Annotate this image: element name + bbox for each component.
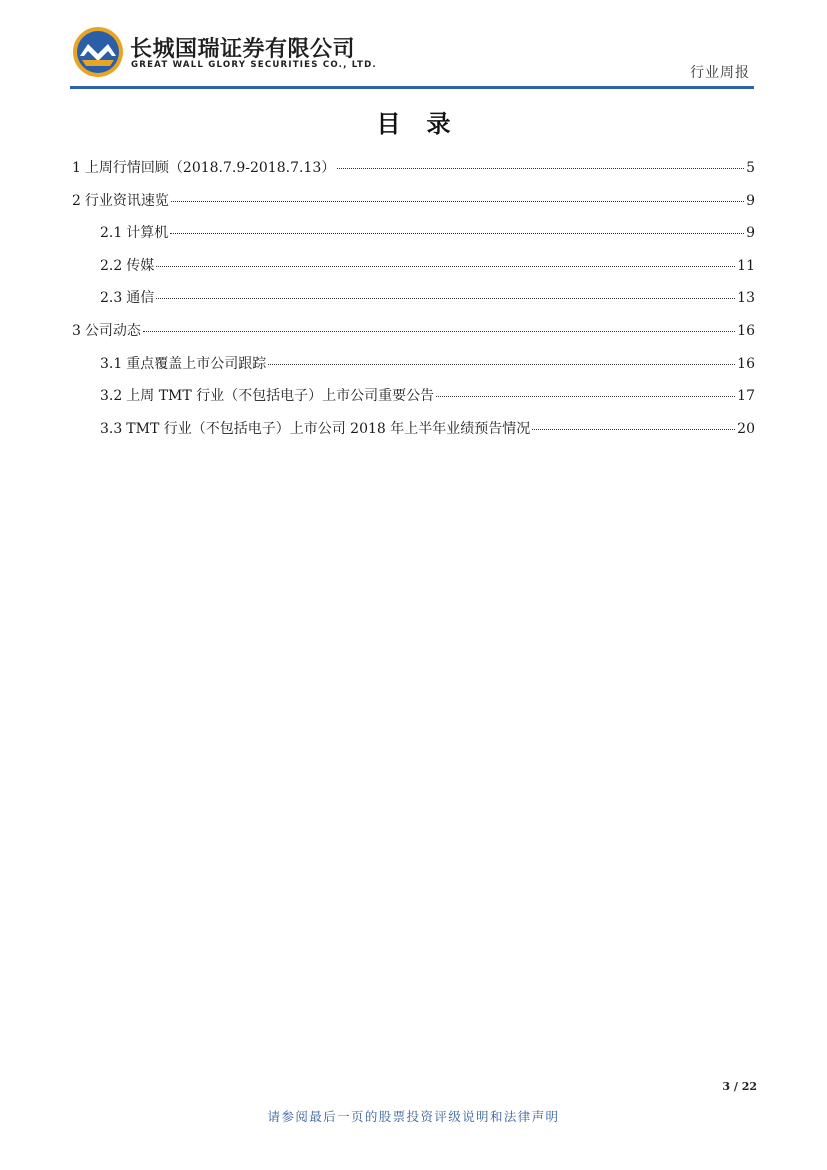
company-name-cn: 长城国瑞证券有限公司 [130, 37, 356, 62]
toc-entry-title: 公司动态 [84, 322, 141, 339]
toc-entry[interactable] [72, 320, 755, 353]
toc-entry-number: 3.3 [100, 420, 123, 437]
toc-dot-leader [143, 331, 735, 332]
toc-entry[interactable] [72, 157, 755, 190]
footer-disclaimer: 请参阅最后一页的股票投资评级说明和法律声明 [267, 1109, 560, 1124]
toc-entry-number: 1 [72, 160, 81, 176]
toc-entry-number: 2.2 [100, 257, 123, 274]
toc-entry[interactable] [72, 418, 755, 451]
toc-entry-title: 通信 [126, 290, 155, 307]
toc-entry[interactable] [72, 385, 755, 418]
toc-entry[interactable] [72, 287, 755, 320]
toc-dot-leader [532, 429, 735, 430]
toc-entry[interactable] [72, 353, 755, 386]
page-header [72, 26, 754, 90]
toc-entry[interactable] [72, 222, 755, 255]
toc-entry-number: 3 [72, 322, 81, 339]
toc-dot-leader [436, 396, 735, 397]
toc-entry-title: 重点覆盖上市公司跟踪 [126, 355, 267, 372]
toc-dot-leader [171, 201, 744, 202]
toc-entry-page: 9 [746, 192, 755, 209]
toc-entry-page: 17 [737, 388, 755, 405]
toc-entry[interactable] [72, 190, 755, 223]
report-type-label: 行业周报 [690, 65, 750, 81]
toc-entry-page: 20 [737, 420, 755, 437]
toc-entry-title: 行业资讯速览 [84, 192, 169, 209]
toc-entry-title: 上周 TMT 行业（不包括电子）上市公司重要公告 [126, 388, 435, 405]
page-number: 3 / 22 [722, 1080, 757, 1093]
company-name-en: GREAT WALL GLORY SECURITIES CO., LTD. [131, 60, 377, 70]
toc-entry-page: 13 [737, 290, 755, 307]
toc-dot-leader [156, 266, 735, 267]
toc-entry-title: TMT 行业（不包括电子）上市公司 2018 年上半年业绩预告情况 [126, 420, 531, 437]
toc-dot-leader [170, 233, 744, 234]
toc-entry-page: 16 [737, 322, 755, 339]
toc-title: 目录 [376, 110, 477, 138]
toc-dot-leader [337, 168, 744, 169]
toc-dot-leader [268, 364, 735, 365]
toc-entry-number: 2.1 [100, 225, 123, 242]
toc-entry-page: 9 [746, 225, 755, 242]
toc-entry-page: 5 [746, 160, 755, 176]
toc-entry-number: 2.3 [100, 290, 123, 307]
toc-entry-number: 2 [72, 192, 81, 209]
great-wall-glory-logo-icon [72, 26, 124, 78]
toc-entry-title: 上周行情回顾（2018.7.9-2018.7.13） [84, 160, 336, 176]
toc-entry-title: 传媒 [126, 257, 155, 274]
toc-entry[interactable] [72, 255, 755, 288]
toc-entry-page: 16 [737, 355, 755, 372]
toc-entry-page: 11 [737, 257, 755, 274]
toc-dot-leader [156, 298, 735, 299]
toc-entry-number: 3.1 [100, 355, 123, 372]
table-of-contents [72, 157, 755, 450]
toc-entry-title: 计算机 [126, 225, 169, 242]
header-divider [70, 86, 754, 89]
toc-entry-number: 3.2 [100, 388, 123, 405]
